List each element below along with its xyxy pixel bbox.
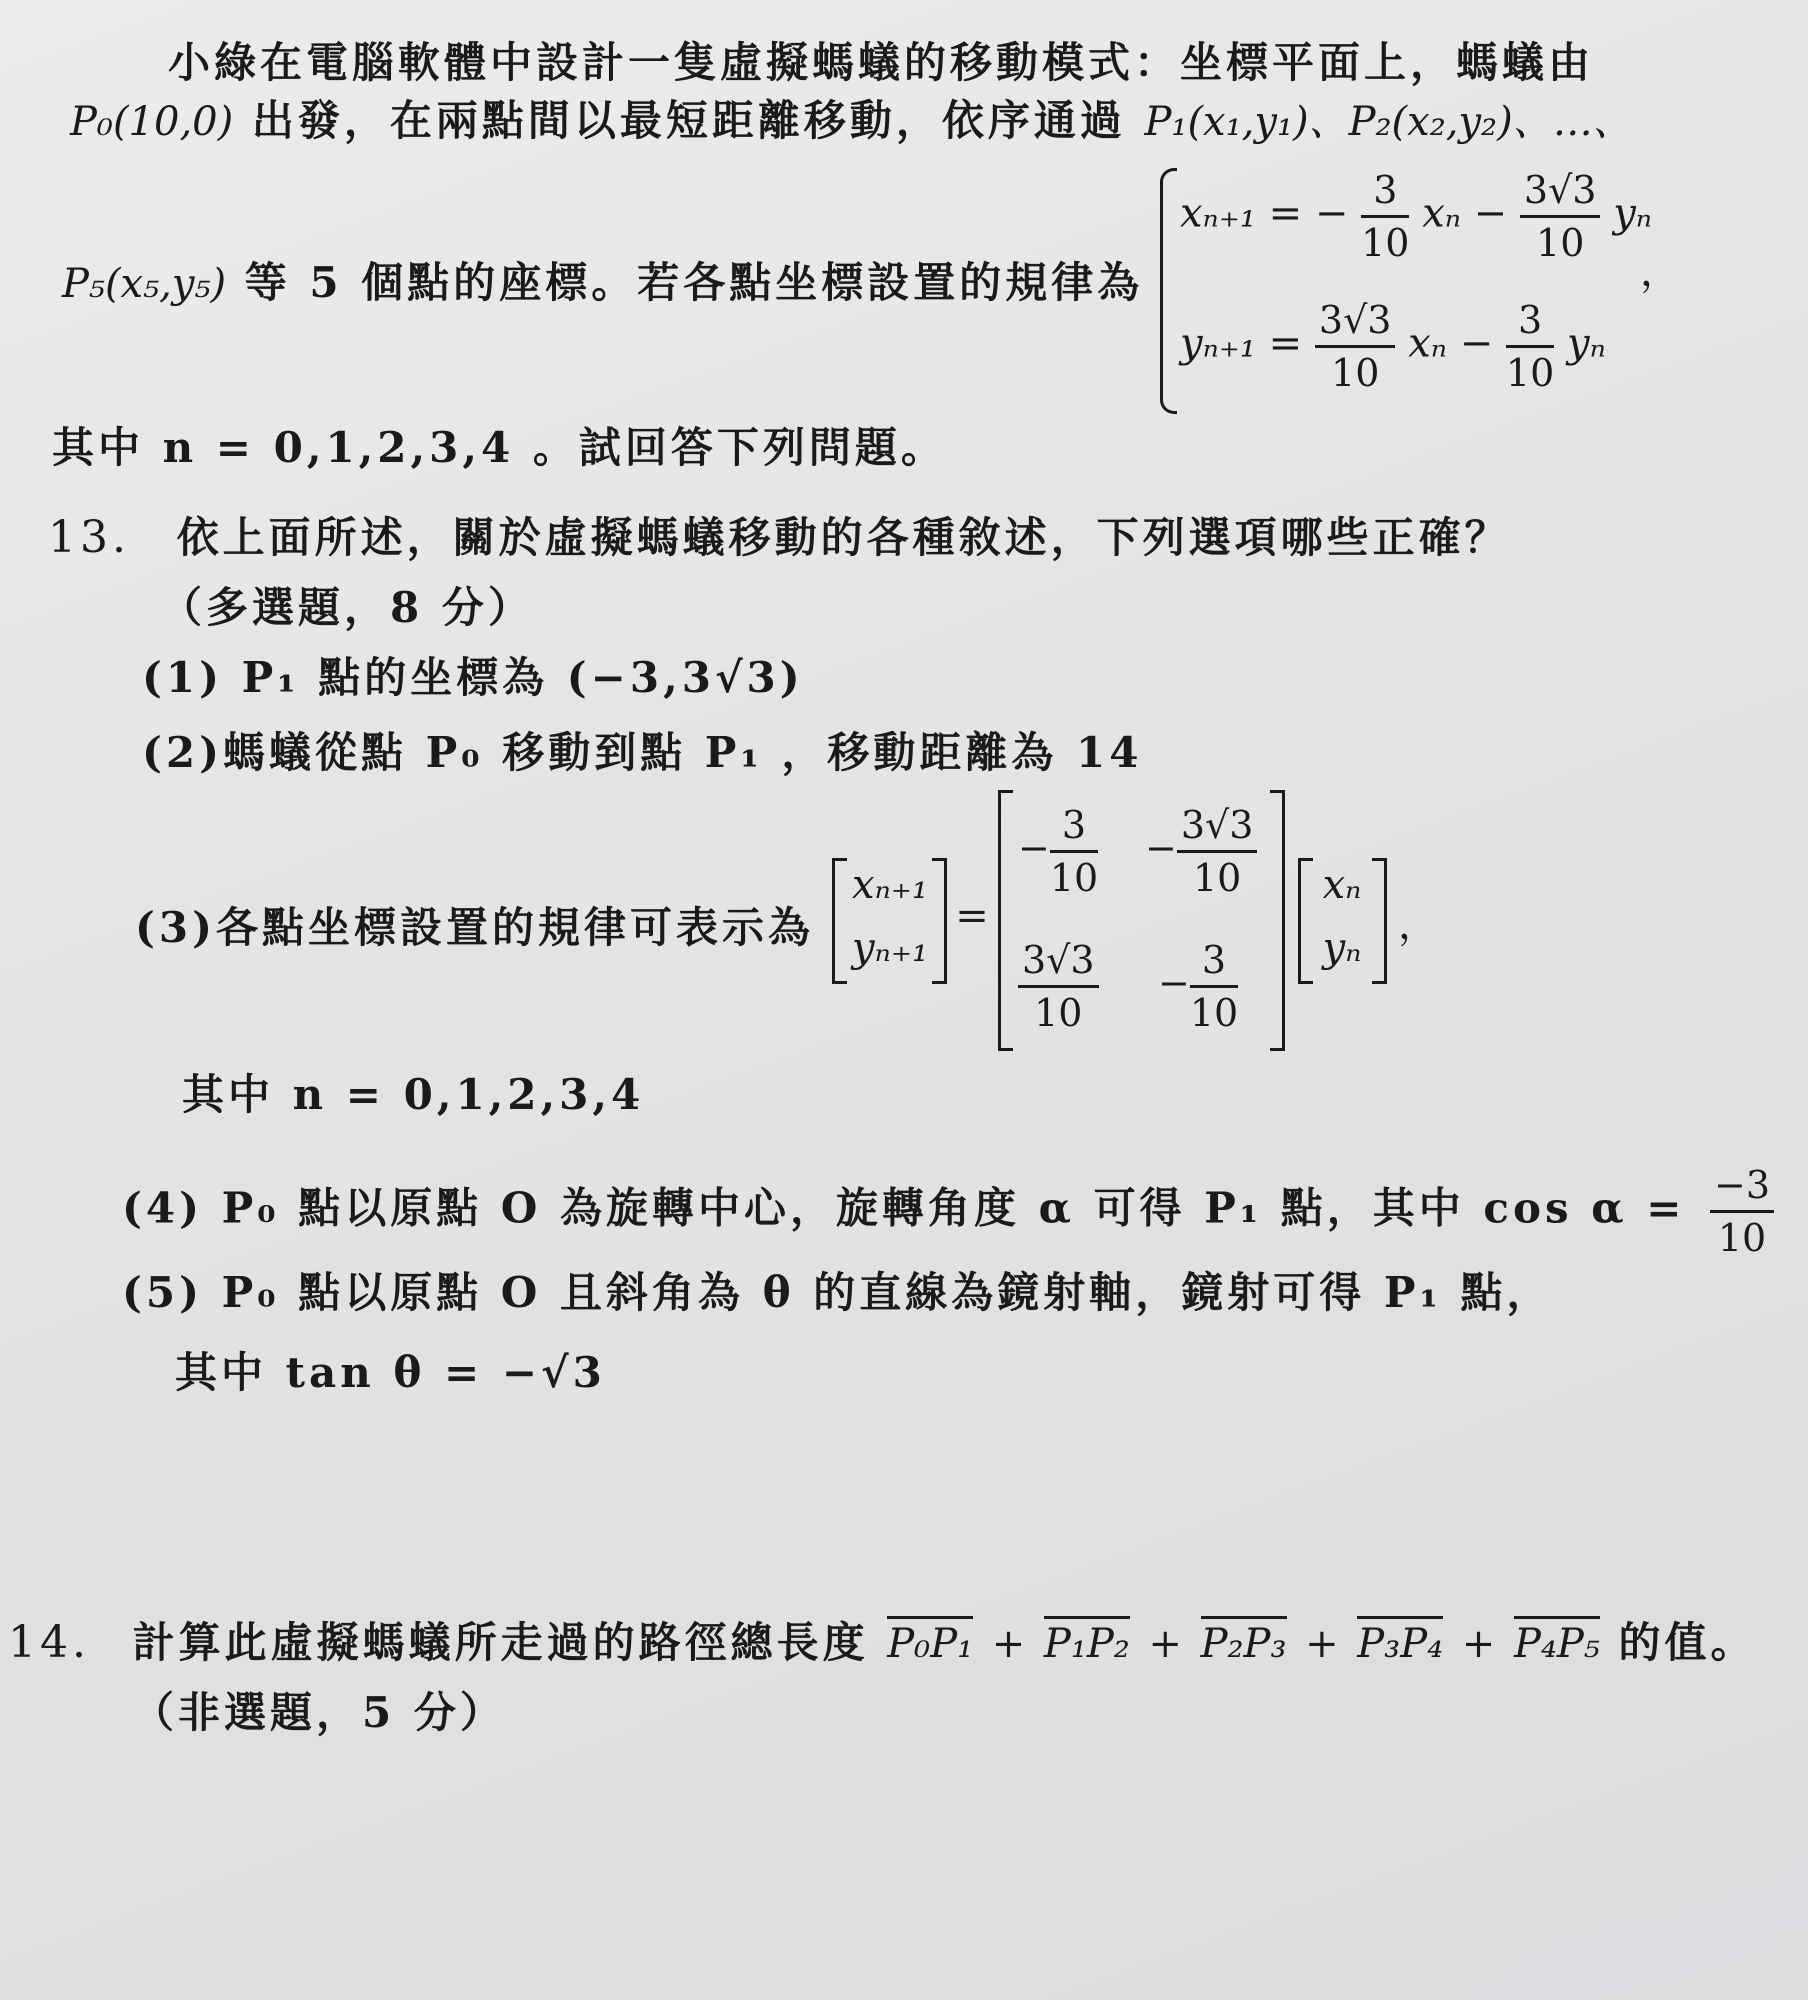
lhs-right-bracket <box>932 858 947 984</box>
q13-option-3-text: (3)各點坐標設置的規律可表示為 <box>135 903 814 952</box>
q13-stem: 13. 依上面所述，關於虛擬螞蟻移動的各種敘述，下列選項哪些正確？ <box>48 512 1511 563</box>
segment-p1p2: P₁P₂ <box>1044 1616 1130 1667</box>
q13-option-2: (2)螞蟻從點 P₀ 移動到點 P₁ ，移動距離為 14 <box>142 728 1143 777</box>
q13-option-4: (4) P₀ 點以原點 O 為旋轉中心，旋轉角度 α 可得 P₁ 點，其中 cos α = $\frac{-3}{10}$ <box>122 1160 1774 1263</box>
matrix-m22: − $\frac{3}{10}$ <box>1158 935 1238 1038</box>
segment-p4p5: P₄P₅ <box>1514 1616 1600 1667</box>
matrix-comma: ， <box>1398 902 1438 948</box>
lhs-bottom: yₙ₊₁ <box>852 925 928 971</box>
lhs-left-bracket <box>832 858 847 984</box>
rule-x-equation: xₙ₊₁ = − $\frac{3}{10}$ xₙ − $\frac{3√3}{10}$ yₙ <box>1180 165 1652 268</box>
q13-type: （多選題，8 分） <box>160 583 534 632</box>
rhs-right-bracket <box>1372 858 1387 984</box>
intro-line-1: 小綠在電腦軟體中設計一隻虛擬螞蟻的移動模式：坐標平面上，螞蟻由 <box>168 38 1595 87</box>
q13-option-3-condition: 其中 n = 0,1,2,3,4 <box>182 1070 645 1119</box>
segment-p2p3: P₂P₃ <box>1201 1616 1287 1667</box>
matrix-m11: − $\frac{3}{10}$ <box>1018 800 1098 903</box>
rhs-left-bracket <box>1298 858 1313 984</box>
segment-p0p1: P₀P₁ <box>887 1616 973 1667</box>
q13-option-1: (1) P₁ 點的坐標為 (−3,3√3) <box>142 653 804 702</box>
intro-line-4: 其中 n = 0,1,2,3,4 。試回答下列問題。 <box>52 423 947 472</box>
system-brace <box>1160 168 1177 414</box>
matrix-left-bracket <box>998 790 1013 1051</box>
matrix-equals: = <box>955 893 989 939</box>
segment-p3p4: P₃P₄ <box>1357 1616 1443 1667</box>
q14-stem: 14. 計算此虛擬螞蟻所走過的路徑總長度 P₀P₁ + P₁P₂ + P₂P₃ + P₃P₄ + P₄P₅ 的值。 <box>8 1617 1757 1668</box>
q14-type: （非選題，5 分） <box>132 1688 506 1737</box>
intro-line-3: P₅(x₅,y₅) 等 5 個點的座標。若各點坐標設置的規律為 <box>62 258 1144 307</box>
lhs-top: xₙ₊₁ <box>852 862 928 908</box>
matrix-m12: − $\frac{3√3}{10}$ <box>1145 800 1257 903</box>
q13-option-5-line-2: 其中 tan θ = −√3 <box>175 1348 606 1397</box>
rule-y-equation: yₙ₊₁ = $\frac{3√3}{10}$ xₙ − $\frac{3}{10}$ yₙ <box>1180 295 1606 398</box>
q13-option-5-line-1: (5) P₀ 點以原點 O 且斜角為 θ 的直線為鏡射軸，鏡射可得 P₁ 點， <box>122 1268 1553 1317</box>
matrix-right-bracket <box>1270 790 1285 1051</box>
intro-line-2: P₀(10,0) 出發，在兩點間以最短距離移動，依序通過 P₁(x₁,y₁)、P₂(x₂,y₂)、…、 <box>70 96 1633 145</box>
q13-number: 13. <box>48 512 130 563</box>
q14-number: 14. <box>8 1617 90 1668</box>
rhs-top: xₙ <box>1322 862 1362 908</box>
rule-comma: ， <box>1640 249 1680 295</box>
matrix-m21: $\frac{3√3}{10}$ <box>1018 935 1099 1038</box>
rhs-bottom: yₙ <box>1322 925 1362 971</box>
